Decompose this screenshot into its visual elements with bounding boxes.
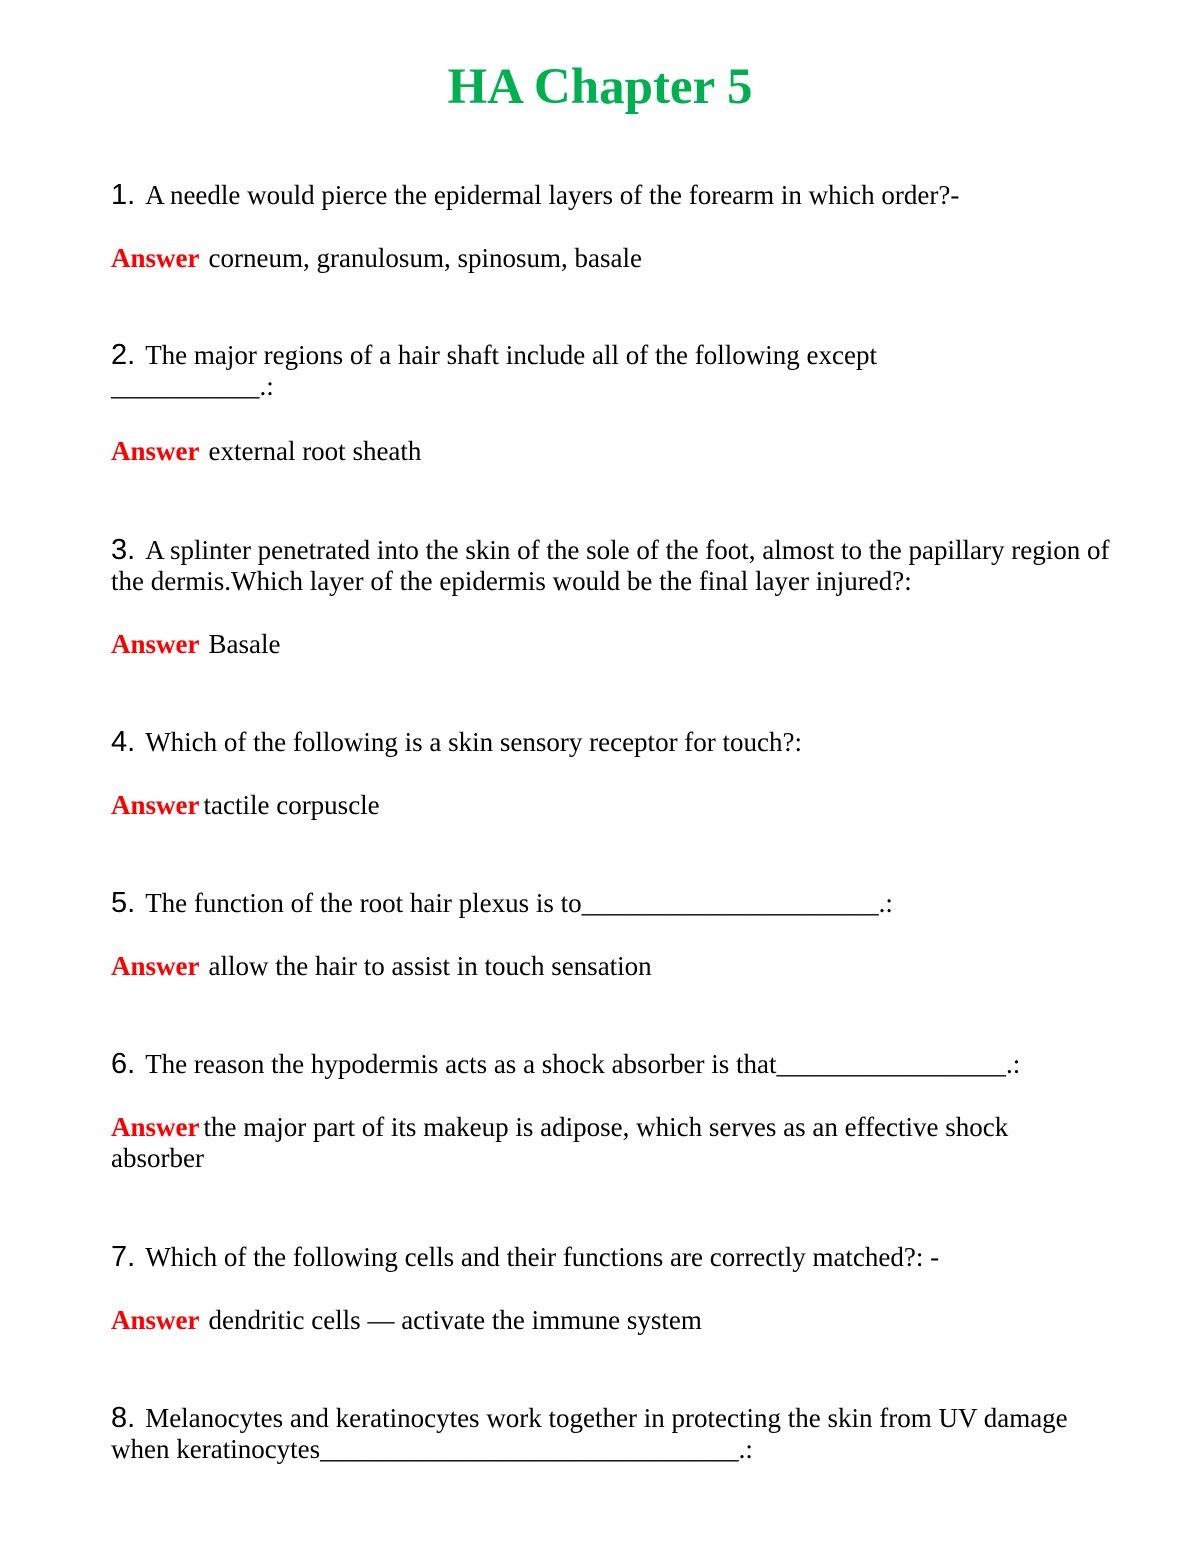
question-item-2 xyxy=(111,340,911,467)
question-number: 2. xyxy=(111,339,136,371)
answer-label: Answer xyxy=(111,951,200,981)
question-item-7 xyxy=(111,1242,1111,1336)
question-item-6 xyxy=(111,1049,1111,1174)
question-number: 6. xyxy=(111,1048,136,1080)
answer-text xyxy=(111,1305,1111,1336)
question-number: 1. xyxy=(111,179,136,211)
question-text xyxy=(111,535,1111,597)
answer-body: tactile corpuscle xyxy=(203,790,380,820)
question-text xyxy=(111,1403,1111,1465)
answer-body: corneum, granulosum, spinosum, basale xyxy=(208,243,642,273)
answer-label: Answer xyxy=(111,436,200,466)
answer-label: Answer xyxy=(111,243,200,273)
question-text xyxy=(111,888,1111,919)
answer-body: the major part of its makeup is adipose, which serves as an effective shock absorber xyxy=(111,1112,1009,1173)
question-body: Which of the following cells and their functions are correctly matched?: - xyxy=(145,1242,940,1272)
answer-text xyxy=(111,436,911,467)
question-number: 8. xyxy=(111,1402,136,1434)
question-text xyxy=(111,180,1111,211)
question-body: The function of the root hair plexus is to______________________.: xyxy=(145,888,893,918)
question-text xyxy=(111,727,1111,758)
question-text xyxy=(111,1049,1111,1080)
answer-body: dendritic cells — activate the immune system xyxy=(208,1305,702,1335)
question-item-5 xyxy=(111,888,1111,982)
question-body: The major regions of a hair shaft include all of the following except ___________.: xyxy=(111,340,877,401)
question-item-3 xyxy=(111,535,1111,660)
question-item-4 xyxy=(111,727,1111,821)
answer-text xyxy=(111,1112,1051,1174)
answer-text xyxy=(111,790,1111,821)
answer-label: Answer xyxy=(111,629,200,659)
question-body: The reason the hypodermis acts as a shock absorber is that_________________.: xyxy=(145,1049,1021,1079)
answer-label: Answer xyxy=(111,790,200,820)
answer-label: Answer xyxy=(111,1112,200,1142)
question-number: 3. xyxy=(111,534,136,566)
page-title: HA Chapter 5 xyxy=(447,59,753,115)
question-body: A needle would pierce the epidermal layers of the forearm in which order?- xyxy=(145,180,960,210)
answer-text xyxy=(111,951,1111,982)
question-body: A splinter penetrated into the skin of the sole of the foot, almost to the papillary region of the dermis.Which layer of the epidermis would be the final layer injured?: xyxy=(111,535,1110,596)
question-body: Melanocytes and keratinocytes work together in protecting the skin from UV damage when keratinocytes_______________________________.: xyxy=(111,1403,1068,1464)
answer-label: Answer xyxy=(111,1305,200,1335)
question-text xyxy=(111,1242,1111,1273)
answer-body: allow the hair to assist in touch sensation xyxy=(208,951,652,981)
question-number: 5. xyxy=(111,887,136,919)
answer-text xyxy=(111,243,1111,274)
question-number: 7. xyxy=(111,1241,136,1273)
answer-body: external root sheath xyxy=(208,436,422,466)
answer-text xyxy=(111,629,1111,660)
question-item-1 xyxy=(111,180,1111,274)
answer-body: Basale xyxy=(208,629,281,659)
question-item-8 xyxy=(111,1403,1111,1465)
question-number: 4. xyxy=(111,726,136,758)
question-body: Which of the following is a skin sensory receptor for touch?: xyxy=(145,727,803,757)
question-text xyxy=(111,340,911,402)
